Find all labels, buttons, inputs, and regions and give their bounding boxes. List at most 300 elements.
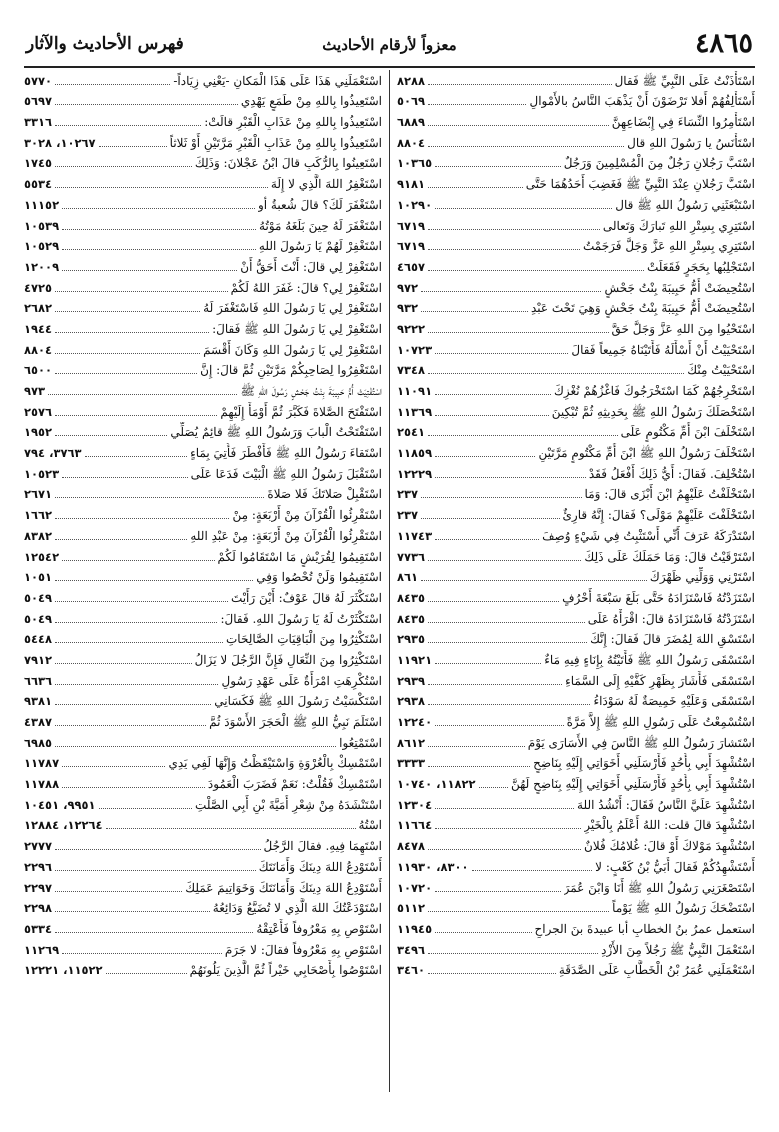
index-entry (397, 939, 755, 960)
index-entry (24, 960, 382, 981)
hadith-number: ٢٥٧٦ (24, 404, 53, 419)
leader-dots (62, 229, 256, 230)
entry-text: اسْتَخْرِجُهُمْ كَمَا اسْتَخْرَجُوكَ فَاغْزُهُمْ نُغْزِكَ (553, 384, 755, 398)
hadith-number: ٥٣٣٤ (24, 921, 53, 936)
hadith-number: ٧٣٤٨ (397, 363, 426, 378)
entry-text: اسْتَغْفِرْ لِي يَا رَسُولَ اللهِ فَاسْتَغْفَرَ لَهُ (203, 301, 382, 316)
hadith-number: ١٢٢٦٤، ١٢٨٨٤ (24, 818, 103, 833)
entry-text: اسْتَرْقَيْتُ قالَ: وَمَا حَمَلَكَ عَلَى ذَلِكَ (584, 549, 755, 564)
leader-dots (421, 311, 528, 312)
hadith-number: ٥٠٤٩ (24, 611, 53, 626)
leader-dots (55, 291, 228, 292)
entry-text: اسْتَضْحَكَ رَسُولُ اللهِ ﷺ يَوْماً (612, 901, 755, 916)
index-entry (397, 773, 755, 794)
left-column (24, 70, 382, 980)
index-entry (397, 401, 755, 422)
entry-text: اسْتَقاءَ رَسُولُ اللهِ ﷺ فَأَفْطَرَ فَأُتِيَ بِمَاءٍ (190, 446, 382, 461)
hadith-number: ٦٩٨٥ (24, 735, 53, 750)
leader-dots (55, 663, 192, 664)
leader-dots (421, 580, 647, 581)
entry-text: اسْتَفْتَحْتُ الْبابَ وَرَسُولُ اللهِ ﷺ قائِمٌ يُصَلِّي (170, 425, 382, 440)
index-entry (397, 960, 755, 981)
entry-text: اسْتَتِرِي بِسِتْرِ اللهِ عَزَّ وَجَلَّ فَرَجَمْتُ (583, 239, 755, 254)
entry-text: اسْتَكْثَرَ لَهُ قالَ عَوْفٌ: أَيْنَ رَأَيْتَ (230, 590, 382, 605)
entry-text: اسْتُكْرِهَتِ امْرَأَةٌ عَلَى عَهْدِ رَسُولِ (221, 673, 382, 688)
header-index-title: فهرس الأحاديث والآثار (26, 34, 184, 54)
leader-dots (435, 477, 586, 478)
index-entry (397, 794, 755, 815)
leader-dots (62, 208, 255, 209)
leader-dots (55, 870, 256, 871)
index-entry (24, 918, 382, 939)
leader-dots (428, 601, 559, 602)
hadith-number: ١٠٣٦٥ (397, 156, 433, 171)
leader-dots (62, 270, 237, 271)
hadith-number: ٦٧١٩ (397, 218, 426, 233)
entry-text: أَسْتَأْلِفُهُمْ أَفلا تَرْضَوْنَ أَنْ يَذْهَبَ النَّاسُ بالأَمْوالِ (529, 94, 755, 109)
leader-dots (106, 973, 187, 974)
entry-text: اسْتُحِيضَتْ أُمُّ حَبِيبَةَ بِنْتُ جَحْشٍ وَهِيَ تَحْتَ عَبْدِ (530, 301, 755, 316)
entry-text: اسْتَكْسَيْتُ رَسُولَ اللهِ ﷺ فَكَسَانِي (214, 694, 382, 709)
hadith-number: ٨٨٠٤ (24, 342, 53, 357)
hadith-number: ٨٤٧٨ (397, 839, 426, 854)
entry-text: اسْتَغْفِرْ لَهُمْ يَا رَسُولَ اللهِ (258, 239, 382, 254)
index-entry (397, 608, 755, 629)
entry-text: اسْتَنْشَدَهُ مِنْ شِعْرِ أُمَيَّةَ بْنِ أَبِي الصَّلْتِ (195, 797, 382, 812)
hadith-number: ٨٢٨٨ (397, 73, 426, 88)
index-entry (397, 877, 755, 898)
hadith-number: ٧٩١٢ (24, 652, 53, 667)
entry-text: اسْتَهِمَا فِيهِ. فقالَ الرَّجُلُ (263, 839, 382, 854)
page-number: ٤٨٦٥ (694, 28, 753, 59)
index-entry (397, 318, 755, 339)
index-entry (397, 587, 755, 608)
index-entry (397, 111, 755, 132)
hadith-number: ٢٧٧٧ (24, 839, 53, 854)
leader-dots (85, 456, 188, 457)
index-entry (24, 856, 382, 877)
leader-dots (55, 642, 223, 643)
entry-text: اسْتَغْفَرَ لَكَ؟ قالَ شُعبةُ أو (257, 197, 382, 212)
hadith-number: ٢٢٩٧ (24, 880, 53, 895)
index-entry (24, 773, 382, 794)
hadith-number: ٢٣٧ (397, 487, 419, 502)
hadith-number: ١٢٣٠٤ (397, 797, 433, 812)
hadith-number: ٨٤٣٥ (397, 611, 426, 626)
entry-text: اسْتَعِيذُوا بِاللهِ مِنْ طَمَعٍ يَهْدِي (240, 94, 382, 109)
leader-dots (435, 808, 574, 809)
leader-dots (55, 84, 170, 85)
entry-text: اسْتَتِرِي بِسِتْرِ اللهِ تَبارَكَ وَتَعالى (602, 218, 755, 233)
hadith-number: ٢٣٧ (397, 508, 419, 523)
entry-text: اسْتَخْلَفْتَ عَلَيْهِمْ مَوْلَى؟ فَقالَ: إِنَّهُ قارِئٌ (562, 508, 755, 523)
entry-text: اسْتَكْثِرُوا مِنَ الْبَاقِيَاتِ الصَّالِحَاتِ (226, 632, 382, 647)
leader-dots (421, 518, 559, 519)
hadith-number: ٢٩٣٥ (397, 632, 426, 647)
index-entry (24, 132, 382, 153)
leader-dots (421, 291, 601, 292)
entry-text: اسْتَعِيذُوا بِاللهِ مِنْ عَذَابِ الْقَبْرِ قالَتْ: (204, 115, 382, 130)
leader-dots (428, 125, 609, 126)
hadith-number: ٤٧٢٥ (24, 280, 53, 295)
entry-text: اسْتَخْلَفَ ابْنَ أُمِّ مَكْتُومٍ عَلَى (620, 425, 755, 440)
hadith-number: ٥١١٢ (397, 901, 426, 916)
index-entry (24, 732, 382, 753)
hadith-number: ١٠٥٣٩ (24, 218, 60, 233)
entry-text: اسْتَزَدْتُهُ فَاسْتَزَادَهُ حَتَّى بَلَغَ سَبْعَةَ أَحْرُفٍ (562, 590, 755, 605)
hadith-number: ٥٥٣٤ (24, 177, 53, 192)
hadith-number: ٦٥٠٠ (24, 363, 53, 378)
leader-dots (435, 663, 541, 664)
hadith-number: ٢٢٩٨ (24, 901, 53, 916)
index-entry (397, 132, 755, 153)
index-entry (24, 111, 382, 132)
hadith-number: ١١٣٦٩ (397, 404, 433, 419)
index-entry (397, 691, 755, 712)
index-entry (24, 153, 382, 174)
hadith-number: ١٢٢٤٠ (397, 715, 433, 729)
leader-dots (55, 104, 238, 105)
leader-dots (55, 332, 209, 333)
leader-dots (428, 146, 624, 147)
index-entry (397, 567, 755, 588)
entry-text: اسْتَسْقَى فَأَشَارَ بِظَهْرِ كَفَّيْهِ إِلَى السَّمَاءِ (565, 673, 755, 688)
leader-dots (428, 104, 526, 105)
index-entry (24, 939, 382, 960)
leader-dots (55, 166, 192, 167)
column-divider (389, 70, 390, 1092)
leader-dots (421, 497, 581, 498)
index-entry (24, 546, 382, 567)
index-entry (397, 546, 755, 567)
entry-text: اسْتَغْفِرْ لِي يَا رَسُولَ اللهِ وَكَانَ أَقْسَمَ (203, 342, 382, 357)
leader-dots (55, 725, 206, 726)
leader-dots (55, 311, 200, 312)
entry-text: اسْتَقْرِئُوا الْقُرْآنَ مِنْ أَرْبَعَةٍ: مِنْ (232, 508, 382, 523)
hadith-number: ٩٣٨١ (24, 694, 53, 709)
index-entry (397, 629, 755, 650)
hadith-number: ٣٧٦٣، ٧٩٤ (24, 446, 82, 461)
hadith-number: ٦٨٨٩ (397, 115, 426, 130)
leader-dots (435, 208, 612, 209)
entry-text: اسْتَعِينُوا بِالرُّكَبِ قالَ ابْنُ عَجْلانَ: وَذَلِكَ (194, 156, 382, 171)
index-entry (24, 173, 382, 194)
entry-text: اسْتَعْمَلَنِي عُمَرُ بْنُ الْخَطَّابِ عَلَى الصَّدَقَةِ (558, 963, 755, 978)
hadith-number: ١٠٥٢٩ (24, 239, 60, 254)
entry-text: اسْتُسْمِعْتُ عَلَى رَسُولِ اللهِ ﷺ إِلاَّ مَرَّةً (566, 715, 755, 729)
entry-text: اسْتَخْصَلَكَ رَسُولُ اللهِ ﷺ بِحَدِيثِهِ ثُمَّ تُبْكِينَ (551, 404, 755, 419)
entry-text: اسْتُشْهِدَ مَوْلاكَ أَوْ قالَ: غُلامُكَ فُلانٌ (584, 839, 755, 854)
entry-text: اسْتَعْمَلَنِي هَذَا عَلَى هَذَا الْمَكانِ -يَعْنِي زِيَاداً- (173, 73, 382, 88)
hadith-number: ١٦٦٢ (24, 508, 53, 523)
hadith-number: ١١١٥٢ (24, 197, 60, 212)
index-entry (24, 815, 382, 836)
leader-dots (62, 249, 256, 250)
leader-dots (55, 704, 211, 705)
entry-text: اسْتَحْيَيْتُ مِنْكَ (687, 363, 755, 378)
hadith-number: ٢٩٣٨ (397, 694, 426, 709)
index-entry (24, 794, 382, 815)
entry-text: اسْتَحْيَيْتُ أَنْ أَسْأَلَهُ فَأَتَيْنَاهُ جَمِيعاً فَقالَ (571, 342, 755, 357)
leader-dots (435, 891, 561, 892)
leader-dots (479, 787, 508, 788)
leader-dots (55, 125, 201, 126)
index-entry (397, 753, 755, 774)
leader-dots (62, 953, 222, 954)
leader-dots (55, 415, 217, 416)
entry-text: اسْتُشْهِدَ قالَ قلت: اللهُ أَعْلَمُ بِالْخَيْرِ (584, 818, 755, 833)
leader-dots (428, 642, 587, 643)
index-entry (24, 298, 382, 319)
index-entry (24, 380, 382, 401)
hadith-number: ١٠٧٢٠ (397, 880, 433, 895)
leader-dots (62, 787, 205, 788)
entry-text: اسْتَعِيذُوا بِاللهِ مِنْ عَذَابِ الْقَبْرِ مَرَّتَيْنِ أَوْ ثَلاثاً (169, 135, 382, 150)
entry-text: اسْتَقِيمُوا لِقُرَيْشٍ مَا اسْتَقَامُوا لَكُمْ (217, 549, 382, 564)
leader-dots (55, 187, 268, 188)
leader-dots (435, 539, 539, 540)
entry-text: اسْتَغْفِرُ اللهَ الَّذِي لا إِلَهَ (270, 177, 382, 192)
header-center-title: معزواً لأرقام الأحاديث (322, 36, 457, 54)
hadith-number: ٩٣٢ (397, 301, 419, 316)
hadith-number: ٣٣١٦ (24, 115, 53, 130)
hadith-number: ١٠٥٢٣ (24, 466, 60, 481)
index-entry (24, 691, 382, 712)
hadith-number: ٢٢٩٦ (24, 859, 53, 874)
entry-text: اسْتَوْدَعْتُكَ اللهَ الَّذِي لا تُضَيَّعُ وَدَائِعُهُ (212, 901, 382, 916)
entry-text: اسْتَأْذَنْتُ عَلَى النَّبِيِّ ﷺ فَقال (614, 73, 755, 88)
index-entry (24, 649, 382, 670)
leader-dots (428, 373, 684, 374)
hadith-number: ٩٢٢٢ (397, 321, 426, 336)
index-entry (397, 91, 755, 112)
index-entry (24, 318, 382, 339)
index-entry (397, 422, 755, 443)
leader-dots (428, 766, 530, 767)
leader-dots (428, 560, 581, 561)
leader-dots (428, 746, 525, 747)
index-entry (397, 484, 755, 505)
entry-text: اسْتَزَدْتُهُ فَاسْتَزَادَهُ قالَ: اقْرَأْهُ عَلَى (587, 611, 755, 626)
hadith-number: ١٠٧٢٣ (397, 342, 433, 357)
hadith-number: ١٧٤٥ (24, 156, 53, 171)
leader-dots (62, 477, 188, 478)
entry-text: اسْتَأْمِرُوا النِّسَاءَ فِي إِبْضَاعِهِنَّ (611, 115, 755, 130)
hadith-number: ٧٧٣٦ (397, 549, 426, 564)
index-entry (397, 525, 755, 546)
index-entry (397, 856, 755, 877)
index-entry (397, 256, 755, 277)
hadith-number: ٣٤٦٠ (397, 963, 426, 978)
leader-dots (55, 932, 253, 933)
leader-dots (62, 766, 165, 767)
entry-text: اسْتَخْلَفْتُ عَلَيْهِمُ ابْنَ أَبْزَى قالَ: وَمَا (584, 487, 755, 502)
leader-dots (428, 187, 523, 188)
hadith-number: ١٢٢٢٩ (397, 466, 433, 481)
hadith-number: ٩٧٣ (24, 384, 46, 398)
entry-text: اسْتَمْسِكْ فَقُلْتُ: نَعَمْ فَضَرَبَ الْعَمُودَ (207, 777, 382, 792)
leader-dots (435, 166, 561, 167)
entry-text: اسْتَكْثَرْتُ لَهُ يَا رَسُولَ اللهِ. فَقالَ: (220, 611, 382, 626)
leader-dots (435, 415, 549, 416)
leader-dots (472, 870, 593, 871)
index-entry (397, 815, 755, 836)
leader-dots (428, 84, 611, 85)
hadith-number: ١١٧٨٧ (24, 756, 60, 771)
entry-text: اسْتَفْتَحَ الصَّلاةَ فَكَبَّرَ ثُمَّ أَوْمَأَ إِلَيْهِمْ (220, 404, 382, 419)
entry-text: أَسْتَشْهِدُكُمْ فَقالَ أُبَيُّ بْنُ كَعْبٍ: لا (595, 859, 755, 874)
index-entry (24, 442, 382, 463)
leader-dots (428, 229, 600, 230)
entry-text: اسْتَقْبَلَ رَسُولُ اللهِ ﷺ الْبَيْتَ فَدَعَا عَلَى (190, 466, 382, 481)
leader-dots (428, 953, 598, 954)
right-column (397, 70, 755, 980)
hadith-number: ١٠٥١ (24, 570, 53, 585)
index-entry (24, 463, 382, 484)
entry-text: اسْتَصْغَرَنِي رَسُولُ اللهِ ﷺ أَنَا وَابْنَ عُمَرَ (563, 880, 755, 895)
hadith-number: ١١٦٦٤ (397, 818, 433, 833)
entry-text: اسْتَوْصُوا بِأَصْحَابِي خَيْراً ثُمَّ الَّذِينَ يَلُونَهُمْ (189, 963, 382, 978)
hadith-number: ٤٦٥٧ (397, 259, 426, 274)
index-entry (24, 587, 382, 608)
entry-text: اسْتَعْمَلَ النَّبِيُّ ﷺ رَجُلاً مِنَ الأَزْدِ (601, 942, 755, 957)
hadith-number: ١٩٤٤ (24, 321, 53, 336)
leader-dots (55, 580, 253, 581)
hadith-number: ٢٦٨٢ (24, 301, 53, 316)
index-entry (397, 835, 755, 856)
index-entry (397, 918, 755, 939)
leader-dots (435, 932, 531, 933)
index-entry (397, 670, 755, 691)
index-entry (24, 401, 382, 422)
index-entry (24, 753, 382, 774)
leader-dots (55, 684, 218, 685)
index-entry (24, 194, 382, 215)
hadith-number: ١٠٢٩٠ (397, 197, 433, 212)
index-entry (24, 898, 382, 919)
hadith-number: ١١٩٢١ (397, 652, 433, 667)
index-entry (24, 215, 382, 236)
leader-dots (435, 456, 535, 457)
hadith-number: ١١٠٩١ (397, 384, 433, 398)
hadith-number: ٦٦٣٦ (24, 673, 53, 688)
index-entry (24, 339, 382, 360)
entry-text: اسْتَغْفِرُوا لِصَاحِبِكُمْ مَرَّتَيْنِ ثُمَّ قالَ: إِنَّ (200, 363, 382, 378)
leader-dots (428, 249, 580, 250)
hadith-number: ١١٨٥٩ (397, 446, 433, 461)
entry-text: اسْتَمْتِعُوا (339, 735, 382, 750)
entry-text: اسْتُشْهِدَ أَبِي بِأُحُدٍ فَأَرْسَلَنِي أَخَوَاتِي إِلَيْهِ بِنَاضِحٍ (533, 756, 755, 771)
index-entry (24, 70, 382, 91)
entry-text: اسْتَقْرِئُوا الْقُرْآنَ مِنْ أَرْبَعَةٍ: مِنْ عَبْدِ اللهِ (190, 528, 382, 543)
leader-dots (428, 684, 562, 685)
leader-dots (62, 560, 214, 561)
index-entry (24, 835, 382, 856)
entry-text: اسْتَرْنِي وَوَلِّنِي ظَهْرَكَ (649, 570, 755, 585)
leader-dots (428, 270, 644, 271)
hadith-number: ٥٠٤٩ (24, 590, 53, 605)
hadith-number: ١٢٥٤٢ (24, 549, 60, 564)
leader-dots (435, 828, 581, 829)
index-entry (397, 70, 755, 91)
leader-dots (428, 849, 581, 850)
entry-text: اسْتَحْيُوا مِنَ اللهِ عَزَّ وَجَلَّ حَقَّ (611, 321, 755, 336)
hadith-number: ١١٨٢٢، ١٠٧٤٠ (397, 777, 476, 792)
index-entry (24, 670, 382, 691)
hadith-number: ٢٥٤١ (397, 425, 426, 440)
index-entry (24, 504, 382, 525)
leader-dots (428, 973, 556, 974)
entry-text: اسْتُشْهِدَ أَبِي بِأُحُدٍ فَأَرْسَلَنِي أَخَوَاتِي إِلَيْهِ بِنَاضِحٍ لَهُنَّ (510, 777, 755, 792)
index-entry (397, 298, 755, 319)
entry-text: اسْتَقِيمُوا وَلَنْ تُحْصُوا وَفِي (256, 570, 382, 585)
entry-text: اسْتُفْتِيَتْ أُمُّ حَبِيبَةَ بِنْتُ جَحْشٍ رَسُولَ اللهِ ﷺ (240, 384, 382, 398)
index-entry (24, 360, 382, 381)
index-entry (397, 463, 755, 484)
index-entry (397, 649, 755, 670)
entry-text: اسْتَبَّ رَجُلانِ عِنْدَ النَّبِيِّ ﷺ فَغَضِبَ أَحَدُهُمَا حَتَّى (525, 177, 755, 192)
hadith-number: ٨٤٣٥ (397, 590, 426, 605)
leader-dots (99, 808, 192, 809)
entry-text: اسْتَسْقِ اللهَ لِمُضَرَ قالَ فَقالَ: إِنَّكَ (590, 632, 755, 647)
entry-text: اسْتَجْلِبُها بِحَجَرٍ فَقَعَلَتْ (647, 259, 755, 274)
hadith-number: ٦٧١٩ (397, 239, 426, 254)
page-header (24, 26, 755, 68)
index-entry (24, 236, 382, 257)
hadith-number: ٥٧٧٠ (24, 73, 53, 88)
index-entry (397, 442, 755, 463)
hadith-number: ٣٤٩٦ (397, 942, 426, 957)
hadith-number: ١٩٥٢ (24, 425, 53, 440)
index-entry (397, 339, 755, 360)
hadith-number: ٤٣٨٧ (24, 715, 53, 729)
entry-text: اسْتَوْصِ بِهِ مَعْرُوفاً فقالَ: لا جَرَمَ (224, 942, 382, 957)
index-entry (397, 153, 755, 174)
index-entry (24, 567, 382, 588)
hadith-number: ٢٦٧١ (24, 487, 53, 502)
leader-dots (55, 539, 187, 540)
index-entry (24, 91, 382, 112)
leader-dots (55, 353, 200, 354)
index-entry (397, 380, 755, 401)
hadith-number: ١١٧٨٨ (24, 777, 60, 792)
hadith-number: ١١٢٦٩ (24, 942, 60, 957)
index-entry (24, 277, 382, 298)
hadith-number: ٨٦١٢ (397, 735, 426, 750)
leader-dots (48, 394, 237, 395)
index-entry (24, 608, 382, 629)
hadith-number: ١١٧٤٣ (397, 528, 433, 543)
leader-dots (55, 518, 229, 519)
leader-dots (428, 332, 608, 333)
leader-dots (99, 146, 167, 147)
entry-text: اسْتَمْسِكْ بِالْعُرْوَةِ وَاسْتَيْقَظْتُ وَإِنَّهَا لَفِي يَدِي (168, 756, 382, 771)
leader-dots (55, 373, 197, 374)
leader-dots (435, 353, 568, 354)
index-entry (24, 484, 382, 505)
entry-text: اسْتُخْلِفَ. فَقالَ: أَيُّ ذَلِكَ أَفْعَلُ فَقَدْ (588, 466, 755, 481)
leader-dots (428, 911, 609, 912)
index-entry (397, 732, 755, 753)
leader-dots (435, 394, 551, 395)
leader-dots (428, 622, 585, 623)
index-entry (24, 256, 382, 277)
leader-dots (428, 704, 590, 705)
entry-text: اسْتَخْلَفَ رَسُولُ اللهِ ﷺ ابْنَ أُمِّ مَكْتُومٍ مَرَّتَيْنِ (538, 446, 755, 461)
hadith-number: ٨٣٠٠، ١١٩٣٠ (397, 859, 469, 874)
entry-text: اسْتَسْقَى رَسُولُ اللهِ ﷺ فَأَتَيْتُهُ بِإِنَاءٍ فِيهِ مَاءٌ (544, 652, 755, 667)
hadith-number: ٨٨٠٤ (397, 135, 426, 150)
